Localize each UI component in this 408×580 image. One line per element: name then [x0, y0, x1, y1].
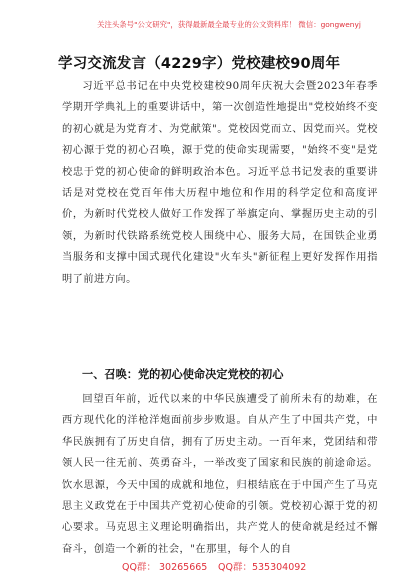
- body-paragraph-1: 习近平总书记在中央党校建校90周年庆祝大会暨2023年春季学期开学典礼上的重要讲话中，第一次创造性地提出"党校始终不变的初心就是为党育才、为党献策"。党校因党而立、因党而兴。党校初心源于党的初心召唤，源于党的使命实现需要，"始终不变"是党校忠于党的初心使命的鲜明政治本色。习近平总书记发表的重要讲话是对党校在党百年伟大历程中地位和作用的科学定位和高度评价，为新时代党校人做好工作发挥了举旗定向、掌握历史主动的引领，为新时代铁路系统党校人围绕中心、服务大局，在国铁企业勇当服务和支撑中国式现代化建设"火车头"新征程上更好发挥作用指明了前进方向。: [62, 81, 378, 285]
- footer-contact: [0, 558, 408, 578]
- footer-qq-group-1: QQ群： 30265665: [122, 562, 208, 573]
- promo-banner: 关注头条号"公文研究"，获得最新最全最专业的公文资料库！ 微信：gongwenyj: [97, 20, 361, 29]
- footer-qq-group-2: QQ群：535304092: [218, 562, 307, 573]
- document-title: 学习交流发言（4229字）党校建校90周年: [58, 56, 341, 72]
- section-heading-1: 一、召唤：党的初心使命决定党校的初心: [82, 368, 284, 381]
- body-paragraph-2: 回望百年前，近代以来的中华民族遭受了前所未有的劫难，在西方现代化的洋枪洋炮面前步步败退。自从产生了中国共产党，中华民族拥有了历史自信，拥有了历史主动。一百年来，党团结和带领人民一往无前、英勇奋斗，一举改变了国家和民族的前途命运。饮水思源，今天中国的成就和地位，归根结底在于中国产生了马克思主义政党在于中国共产党初心使命的引领。党校初心源于党的初心要求。马克思主义理论明确指出，共产党人的使命就是经过不懈奋斗，创造一个新的社会，"在那里，每个人的自: [62, 394, 378, 555]
